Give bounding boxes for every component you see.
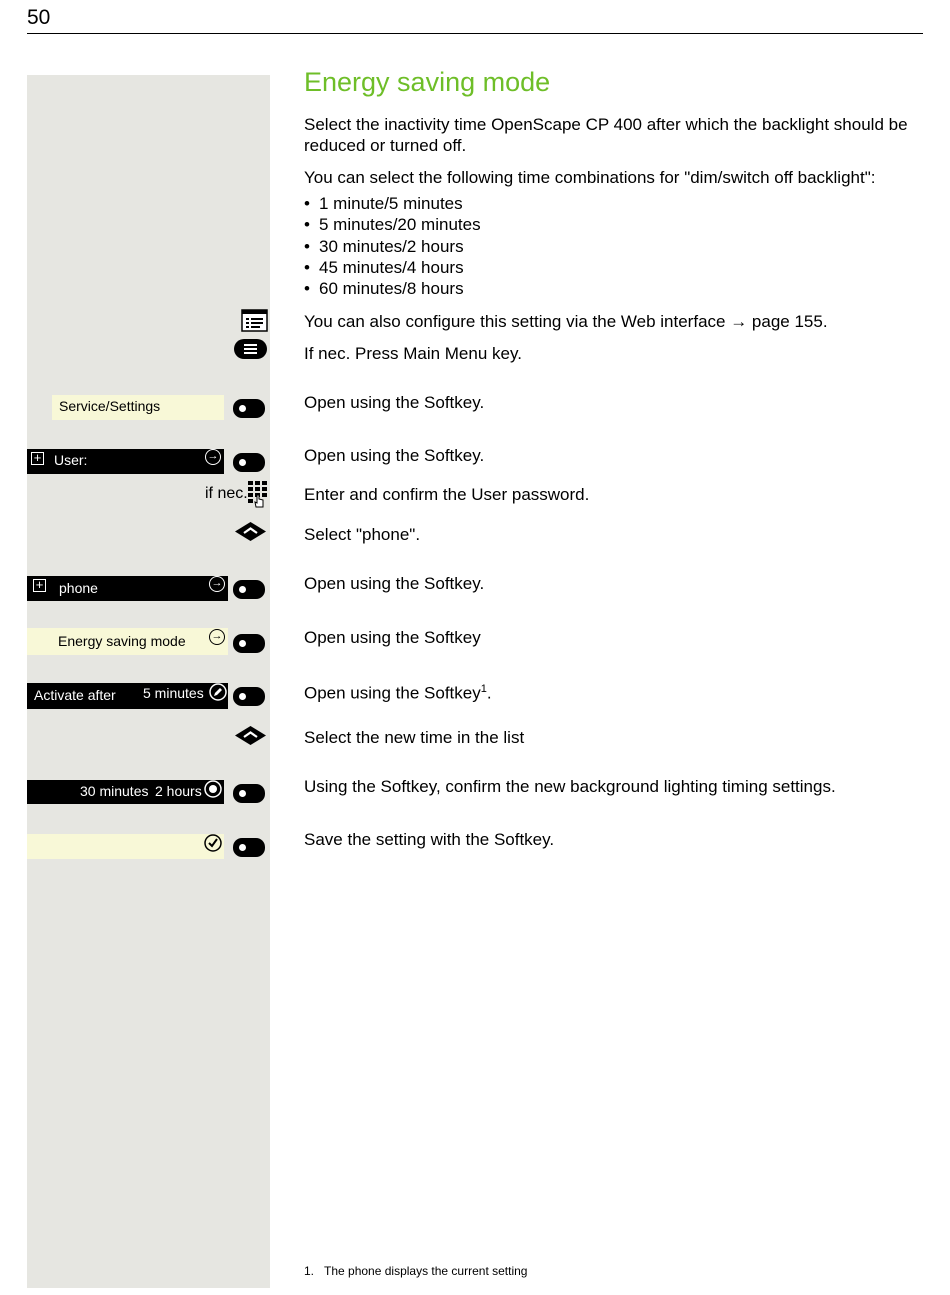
- footnote: [304, 1264, 537, 1278]
- footnote-number: 1.: [304, 1264, 315, 1278]
- intro-text: Select the inactivity time OpenScape CP 400 after which the backlight should be reduced or turned off.: [304, 115, 908, 155]
- side-panel: [27, 75, 270, 1288]
- softkey-icon[interactable]: [233, 399, 265, 418]
- display-time-option[interactable]: [27, 780, 224, 804]
- header-rule: [27, 33, 923, 34]
- step-select-phone: Select "phone".: [304, 525, 421, 544]
- display-label: Energy saving mode: [58, 633, 186, 649]
- step-select-time: Select the new time in the list: [304, 728, 525, 747]
- combinations-intro: You can select the following time combinations for "dim/switch off backlight":: [304, 168, 876, 187]
- step-phone: Open using the Softkey.: [304, 574, 485, 593]
- radio-selected-icon: [204, 780, 222, 798]
- list-item: • 30 minutes/2 hours: [304, 236, 481, 257]
- combinations-list: [304, 193, 481, 299]
- display-phone[interactable]: [27, 576, 228, 601]
- display-option-a: 30 minutes: [80, 783, 149, 799]
- display-label: User:: [54, 452, 88, 468]
- display-label: phone: [59, 580, 98, 596]
- list-item: • 60 minutes/8 hours: [304, 278, 481, 299]
- step-service-settings: Open using the Softkey.: [304, 393, 485, 412]
- step-main-menu: If nec. Press Main Menu key.: [304, 344, 522, 363]
- softkey-icon[interactable]: [233, 838, 265, 857]
- arrow-right-circle-icon: →: [205, 449, 221, 465]
- navigation-key-icon: [234, 521, 267, 542]
- softkey-icon[interactable]: [233, 784, 265, 803]
- step-confirm: Using the Softkey, confirm the new background lighting timing settings.: [304, 777, 836, 796]
- softkey-icon[interactable]: [233, 634, 265, 653]
- display-option-b: 2 hours: [155, 783, 202, 799]
- display-service-settings[interactable]: [52, 395, 224, 420]
- keypad-icon: [248, 481, 268, 508]
- navigation-key-icon: [234, 725, 267, 746]
- display-save[interactable]: [27, 834, 224, 859]
- step-password: Enter and confirm the User password.: [304, 485, 590, 504]
- display-label: Service/Settings: [59, 398, 161, 414]
- plus-icon: +: [31, 452, 44, 465]
- plus-icon: +: [33, 579, 46, 592]
- step-activate-after: Open using the Softkey$^1$.: [304, 683, 492, 703]
- checkmark-icon: [204, 834, 222, 852]
- display-user[interactable]: [27, 449, 224, 474]
- softkey-icon[interactable]: [233, 580, 265, 599]
- softkey-icon[interactable]: [233, 687, 265, 706]
- step-energy-saving-mode: Open using the Softkey: [304, 628, 481, 647]
- display-energy-saving-mode[interactable]: [27, 628, 228, 655]
- display-activate-after[interactable]: [27, 683, 228, 709]
- display-label: Activate after: [34, 687, 116, 703]
- list-item: • 45 minutes/4 hours: [304, 257, 481, 278]
- footnote-text: The phone displays the current setting: [324, 1264, 528, 1278]
- main-menu-key-icon: [234, 339, 267, 359]
- step-web-interface: You can also configure this setting via the Web interface → page 155.: [304, 312, 828, 331]
- list-item: • 1 minute/5 minutes: [304, 193, 481, 214]
- list-item: • 5 minutes/20 minutes: [304, 214, 481, 235]
- arrow-right-circle-icon: →: [209, 629, 225, 645]
- page-title: Energy saving mode: [304, 67, 551, 97]
- page-number: 50: [27, 6, 51, 29]
- step-save: Save the setting with the Softkey.: [304, 830, 555, 849]
- pencil-icon: [209, 683, 227, 701]
- softkey-icon[interactable]: [233, 453, 265, 472]
- if-nec-label: if nec.: [205, 485, 248, 502]
- arrow-right-circle-icon: →: [209, 576, 225, 592]
- display-value: 5 minutes: [143, 685, 204, 701]
- web-interface-icon: [241, 309, 268, 332]
- step-user: Open using the Softkey.: [304, 446, 485, 465]
